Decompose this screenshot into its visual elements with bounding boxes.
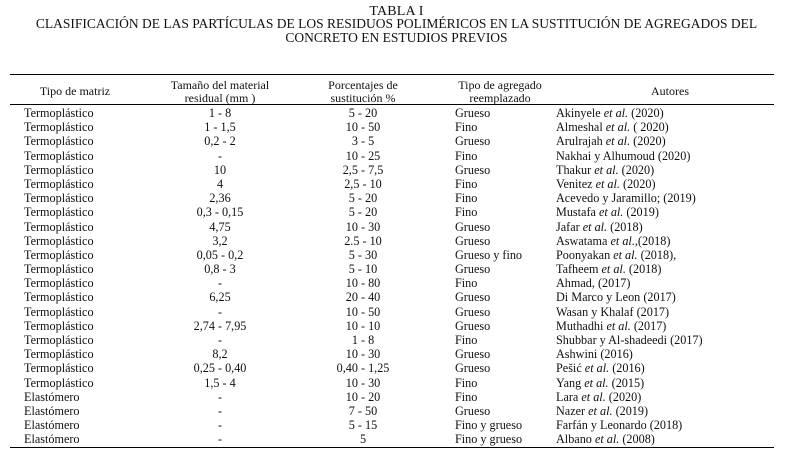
- cell-authors: [556, 220, 643, 234]
- cell-percent: 2,5 - 7,5: [342, 162, 384, 177]
- cell-size: 2,36: [209, 191, 231, 206]
- top-rule: [10, 74, 774, 75]
- cell-size: 1,5 - 4: [204, 375, 236, 390]
- cell-size: 3,2: [212, 233, 228, 248]
- author-text: Mustafa: [556, 205, 599, 220]
- table-row: [0, 276, 793, 290]
- author-etal: et al.: [588, 403, 613, 418]
- cell-matrix: Termoplástico: [24, 333, 94, 347]
- cell-size: 0,2 - 2: [204, 134, 236, 149]
- cell-size: 0,05 - 0,2: [196, 247, 244, 262]
- author-text: Wasan y Khalaf (2017): [556, 304, 670, 319]
- header-aggregate-line2: reemplazado: [469, 90, 531, 105]
- author-etal: et al.: [605, 134, 631, 149]
- table-row: [0, 120, 793, 134]
- table-row: [0, 177, 793, 191]
- cell-authors: [556, 177, 656, 191]
- author-text: (2017): [630, 318, 667, 333]
- table-caption-line1: CLASIFICACIÓN DE LAS PARTÍCULAS DE LOS RESIDUOS POLIMÉRICOS EN LA SUSTITUCIÓN DE AGREGADOS DEL: [35, 16, 758, 31]
- author-text: Muthadhi: [556, 318, 607, 333]
- cell-authors: [556, 149, 690, 163]
- author-text: (2020): [605, 389, 642, 404]
- table-caption: [0, 17, 793, 45]
- author-text: Lara: [556, 389, 582, 404]
- cell-aggregate: Grueso: [455, 106, 491, 120]
- author-etal: et al.: [594, 432, 620, 447]
- cell-size: -: [217, 432, 223, 447]
- cell-matrix: Termoplástico: [24, 247, 94, 262]
- author-etal: et al.: [610, 233, 635, 248]
- cell-matrix: Termoplástico: [24, 375, 94, 390]
- table-row: [0, 376, 793, 390]
- cell-size: 1 - 1,5: [204, 120, 236, 135]
- cell-matrix: Termoplástico: [24, 162, 94, 177]
- header-matrix: Tipo de matriz: [39, 84, 111, 98]
- author-text: Thakur: [556, 162, 595, 177]
- author-etal: et al.: [594, 162, 619, 177]
- author-text: Venitez: [556, 176, 596, 191]
- table-row: [0, 347, 793, 361]
- cell-percent: 5 - 20: [348, 205, 378, 220]
- author-text: (2018),: [637, 247, 677, 262]
- cell-authors: [556, 305, 669, 319]
- cell-size: 0,8 - 3: [204, 262, 236, 277]
- cell-size: -: [217, 403, 223, 418]
- cell-authors: [556, 376, 644, 390]
- table-row: [0, 290, 793, 304]
- cell-size: -: [217, 276, 223, 291]
- cell-aggregate: Fino y grueso: [455, 432, 523, 447]
- author-text: Ashwini (2016): [556, 347, 633, 362]
- header-authors: Autores: [651, 84, 689, 98]
- author-text: (2008): [619, 432, 655, 447]
- header-percent: [288, 79, 438, 104]
- author-text: Acevedo y Jaramillo; (2019): [556, 191, 696, 206]
- cell-authors: [556, 390, 641, 404]
- cell-percent: 5 - 10: [348, 262, 378, 277]
- table-row: [0, 205, 793, 219]
- cell-percent: 5 - 15: [348, 418, 378, 433]
- cell-percent: 2.5 - 10: [344, 233, 382, 248]
- cell-percent: 10 - 30: [345, 347, 381, 362]
- cell-aggregate: Grueso: [455, 318, 491, 333]
- cell-size: 10: [213, 162, 227, 177]
- author-etal: et al.: [606, 318, 631, 333]
- cell-matrix: Termoplástico: [24, 233, 94, 248]
- cell-aggregate: Fino: [455, 389, 478, 404]
- cell-percent: 5: [359, 432, 367, 447]
- cell-aggregate: Grueso: [455, 361, 491, 376]
- cell-size: -: [217, 418, 223, 433]
- cell-authors: [556, 234, 670, 248]
- cell-matrix: Termoplástico: [24, 191, 94, 206]
- cell-percent: 10 - 50: [345, 120, 381, 135]
- cell-percent: 10 - 30: [345, 375, 381, 390]
- cell-authors: [556, 163, 654, 177]
- table-row: [0, 134, 793, 148]
- author-text: (2020): [618, 162, 655, 177]
- cell-aggregate: Fino: [455, 191, 478, 206]
- cell-matrix: Termoplástico: [24, 304, 94, 319]
- author-etal: et al.: [601, 262, 626, 277]
- cell-aggregate: Grueso: [455, 304, 491, 319]
- cell-authors: [556, 120, 669, 134]
- cell-aggregate: Fino: [455, 276, 478, 291]
- cell-percent: 10 - 80: [345, 276, 381, 291]
- author-etal: et al.: [581, 389, 606, 404]
- cell-authors: [556, 290, 676, 304]
- table-row: [0, 234, 793, 248]
- author-text: ,(2018): [634, 233, 671, 248]
- author-text: Almeshal: [556, 120, 606, 135]
- header-aggregate-line1: Tipo de agregado: [458, 78, 542, 92]
- author-text: Nazer: [556, 403, 589, 418]
- cell-size: 6,25: [209, 290, 231, 305]
- cell-percent: 2,5 - 10: [344, 176, 382, 191]
- author-text: ( 2020): [630, 120, 669, 135]
- author-text: Di Marco y Leon (2017): [556, 290, 676, 305]
- author-etal: et al.: [595, 176, 620, 191]
- cell-authors: [556, 404, 648, 418]
- header-percent-line2: sustitución %: [330, 90, 396, 105]
- author-text: (2018): [607, 219, 643, 234]
- cell-percent: 3 - 5: [351, 134, 375, 149]
- table-row: [0, 248, 793, 262]
- cell-authors: [556, 248, 676, 262]
- header-size: [150, 79, 290, 104]
- author-text: (2020): [628, 106, 664, 120]
- author-text: Aswatama: [556, 233, 611, 248]
- cell-percent: 0,40 - 1,25: [336, 361, 390, 376]
- cell-matrix: Termoplástico: [24, 134, 94, 149]
- cell-aggregate: Grueso: [455, 219, 491, 234]
- cell-percent: 5 - 30: [348, 247, 378, 262]
- cell-authors: [556, 333, 703, 347]
- cell-matrix: Termoplástico: [24, 276, 94, 291]
- cell-percent: 7 - 50: [348, 403, 378, 418]
- table-row: [0, 404, 793, 418]
- author-text: Akinyele: [556, 106, 604, 120]
- cell-size: 8,2: [212, 347, 228, 362]
- cell-authors: [556, 432, 655, 446]
- cell-matrix: Termoplástico: [24, 262, 94, 277]
- author-text: (2015): [608, 375, 645, 390]
- author-text: (2018): [625, 262, 662, 277]
- cell-aggregate: Grueso: [455, 162, 491, 177]
- table-row: [0, 361, 793, 375]
- author-etal: et al.: [603, 106, 629, 120]
- cell-size: 2,74 - 7,95: [193, 318, 247, 333]
- cell-matrix: Termoplástico: [24, 205, 94, 220]
- cell-aggregate: Fino: [455, 176, 478, 191]
- author-text: Farfán y Leonardo (2018): [556, 418, 683, 433]
- cell-aggregate: Fino y grueso: [455, 418, 523, 433]
- table-row: [0, 390, 793, 404]
- cell-size: -: [217, 389, 223, 404]
- author-etal: et al.: [584, 375, 609, 390]
- table-row: [0, 163, 793, 177]
- header-aggregate: [425, 79, 575, 104]
- author-text: (2019): [612, 403, 649, 418]
- cell-authors: [556, 276, 630, 290]
- cell-authors: [556, 205, 659, 219]
- cell-aggregate: Fino: [455, 205, 478, 220]
- author-text: Shubbar y Al-shadeedi (2017): [556, 333, 703, 347]
- author-text: Nakhai y Alhumoud (2020): [556, 148, 691, 163]
- cell-percent: 5 - 20: [348, 106, 378, 120]
- cell-aggregate: Grueso: [455, 403, 491, 418]
- author-text: Albano: [556, 432, 595, 447]
- author-text: (2019): [623, 205, 659, 220]
- cell-matrix: Elastómero: [24, 389, 80, 404]
- author-text: (2016): [609, 361, 645, 376]
- cell-authors: [556, 191, 696, 205]
- cell-aggregate: Grueso: [455, 134, 491, 149]
- cell-percent: 5 - 20: [348, 191, 378, 206]
- cell-size: 0,25 - 0,40: [193, 361, 247, 376]
- header-percent-line1: Porcentajes de: [328, 78, 398, 92]
- table-label: TABLA I: [369, 4, 424, 19]
- table-row: [0, 220, 793, 234]
- cell-aggregate: Fino: [455, 333, 478, 347]
- cell-percent: 10 - 30: [345, 219, 381, 234]
- cell-aggregate: Fino: [455, 120, 478, 135]
- author-text: Tafheem: [556, 262, 602, 277]
- author-text: Arulrajah: [556, 134, 606, 149]
- cell-aggregate: Grueso: [455, 233, 491, 248]
- author-etal: et al.: [605, 120, 631, 135]
- table-row: [0, 149, 793, 163]
- cell-authors: [556, 361, 645, 375]
- table-row: [0, 432, 793, 446]
- cell-matrix: Elastómero: [24, 432, 80, 447]
- cell-matrix: Termoplástico: [24, 361, 94, 376]
- table-row: [0, 191, 793, 205]
- table-row: [0, 305, 793, 319]
- cell-matrix: Elastómero: [24, 403, 80, 418]
- cell-matrix: Termoplástico: [24, 318, 94, 333]
- cell-size: 1 - 8: [208, 106, 232, 120]
- cell-percent: 1 - 8: [351, 333, 375, 347]
- cell-matrix: Elastómero: [24, 418, 80, 433]
- cell-size: 0,3 - 0,15: [196, 205, 244, 220]
- table-row: [0, 106, 793, 120]
- table-caption-line2: CONCRETO EN ESTUDIOS PREVIOS: [285, 30, 508, 45]
- header-size-line2: residual (mm ): [184, 90, 256, 105]
- author-etal: et al.: [598, 205, 624, 220]
- cell-authors: [556, 134, 666, 148]
- table-body: [0, 106, 793, 447]
- header-rule: [10, 104, 774, 105]
- bottom-rule: [10, 447, 774, 448]
- cell-size: -: [217, 304, 223, 319]
- cell-aggregate: Fino: [455, 148, 478, 163]
- cell-percent: 10 - 20: [345, 389, 381, 404]
- cell-matrix: Termoplástico: [24, 219, 94, 234]
- table-row: [0, 262, 793, 276]
- cell-aggregate: Fino: [455, 375, 478, 390]
- cell-percent: 10 - 10: [345, 318, 381, 333]
- author-etal: et al.: [582, 219, 608, 234]
- author-text: Pešić: [556, 361, 585, 376]
- table-row: [0, 418, 793, 432]
- author-text: (2020): [630, 134, 666, 149]
- cell-matrix: Termoplástico: [24, 290, 94, 305]
- cell-matrix: Termoplástico: [24, 347, 94, 362]
- cell-matrix: Termoplástico: [24, 120, 94, 135]
- cell-aggregate: Grueso y fino: [455, 247, 523, 262]
- cell-matrix: Termoplástico: [24, 176, 94, 191]
- author-text: Ahmad, (2017): [556, 276, 631, 291]
- cell-size: -: [217, 333, 223, 347]
- author-text: Yang: [556, 375, 585, 390]
- cell-authors: [556, 319, 666, 333]
- author-text: (2020): [619, 176, 656, 191]
- cell-percent: 20 - 40: [345, 290, 381, 305]
- cell-percent: 10 - 25: [345, 148, 381, 163]
- author-text: Jafar: [556, 219, 583, 234]
- cell-aggregate: Grueso: [455, 347, 491, 362]
- cell-size: -: [217, 148, 223, 163]
- table-row: [0, 319, 793, 333]
- cell-size: 4: [216, 176, 224, 191]
- cell-authors: [556, 418, 682, 432]
- table-row: [0, 333, 793, 347]
- cell-aggregate: Grueso: [455, 290, 491, 305]
- cell-matrix: Termoplástico: [24, 148, 94, 163]
- author-text: Poonyakan: [556, 247, 614, 262]
- author-etal: et al.: [584, 361, 610, 376]
- cell-authors: [556, 106, 664, 120]
- author-etal: et al.: [613, 247, 638, 262]
- cell-size: 4,75: [209, 219, 231, 234]
- cell-aggregate: Grueso: [455, 262, 491, 277]
- cell-matrix: Termoplástico: [24, 106, 94, 120]
- cell-percent: 10 - 50: [345, 304, 381, 319]
- header-size-line1: Tamaño del material: [170, 78, 270, 92]
- cell-authors: [556, 347, 633, 361]
- cell-authors: [556, 262, 661, 276]
